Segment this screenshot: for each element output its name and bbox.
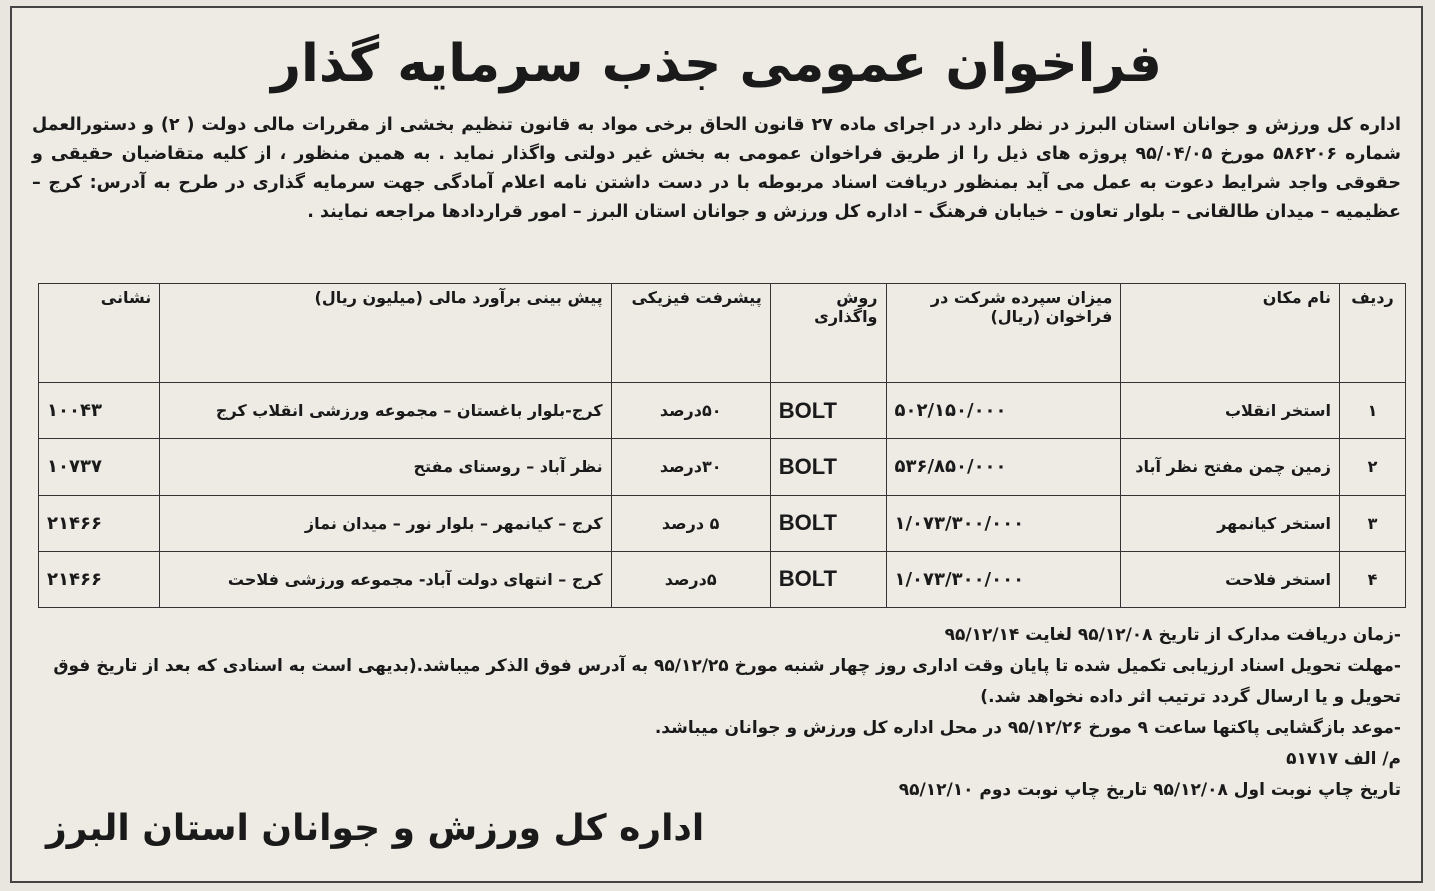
header-row-number: ردیف <box>1339 284 1405 383</box>
cell-progress: ۵درصد <box>611 551 770 607</box>
table-row <box>39 495 1406 551</box>
table-row <box>39 439 1406 495</box>
cell-place: استخر انقلاب <box>1121 383 1340 439</box>
cell-amount: ۱/۰۷۳/۳۰۰/۰۰۰ <box>886 495 1121 551</box>
cell-location: کرج-بلوار باغستان – مجموعه ورزشی انقلاب کرج <box>160 383 611 439</box>
cell-method: BOLT <box>770 495 886 551</box>
header-location: پیش بینی برآورد مالی (میلیون ریال) <box>160 284 611 383</box>
cell-amount: ۵۳۶/۸۵۰/۰۰۰ <box>886 439 1121 495</box>
header-amount: میزان سپرده شرکت در فراخوان (ریال) <box>886 284 1121 383</box>
cell-row-number: ۴ <box>1339 551 1405 607</box>
organization-signature: اداره کل ورزش و جوانان استان البرز <box>46 808 705 849</box>
table-row <box>39 383 1406 439</box>
announcement-title: فراخوان عمومی جذب سرمایه گذار <box>271 34 1162 94</box>
document-pickup-dates: -زمان دریافت مدارک از تاریخ ۹۵/۱۲/۰۸ لغایت ۹۵/۱۲/۱۴ <box>944 625 1401 645</box>
cell-code: ۲۱۴۶۶ <box>39 495 160 551</box>
cell-code: ۱۰۷۳۷ <box>39 439 160 495</box>
announcement-page <box>10 6 1423 883</box>
header-code: نشانی <box>39 284 160 383</box>
cell-place: زمین چمن مفتح نظر آباد <box>1121 439 1340 495</box>
header-place: نام مکان <box>1121 284 1340 383</box>
cell-row-number: ۱ <box>1339 383 1405 439</box>
cell-place: استخر کیانمهر <box>1121 495 1340 551</box>
cell-row-number: ۳ <box>1339 495 1405 551</box>
cell-progress: ۵۰درصد <box>611 383 770 439</box>
cell-progress: ۵ درصد <box>611 495 770 551</box>
cell-method: BOLT <box>770 551 886 607</box>
print-dates: تاریخ چاپ نوبت اول ۹۵/۱۲/۰۸ تاریخ چاپ نوبت دوم ۹۵/۱۲/۱۰ <box>898 780 1401 800</box>
cell-amount: ۱/۰۷۳/۳۰۰/۰۰۰ <box>886 551 1121 607</box>
projects-table <box>38 283 1406 608</box>
intro-paragraph: اداره کل ورزش و جوانان استان البرز در نظر دارد در اجرای ماده ۲۷ قانون الحاق برخی مواد به قانون تنظیم بخشی از مقررات مالی دولت ( ۲) و دستورالعمل شماره ۵۸۶۲۰۶ مورخ ۹۵/۰۴/۰۵ پروژه های ذیل را از طریق فراخوان عمومی به بخش غیر دولتی واگذار نماید . به همین منظور ، از کلیه متقاضیان حقیقی و حقوقی واجد شرایط دعوت به عمل می آید بمنظور دریافت اسناد مربوطه با در دست داشتن نامه اعلام آمادگی جهت سرمایه گذاری در طرح به آدرس: کرج – عظیمیه – میدان طالقانی – بلوار تعاون – خیابان فرهنگ – اداره کل ورزش و جوانان استان البرز – امور قراردادها مراجعه نمایند . <box>32 115 1401 222</box>
header-progress: پیشرفت فیزیکی <box>611 284 770 383</box>
table-row <box>39 551 1406 607</box>
cell-location: کرج – انتهای دولت آباد- مجموعه ورزشی فلاحت <box>160 551 611 607</box>
cell-place: استخر فلاحت <box>1121 551 1340 607</box>
opening-date: -موعد بازگشایی پاکتها ساعت ۹ مورخ ۹۵/۱۲/۲۶ در محل اداره کل ورزش و جوانان میباشد. <box>654 718 1401 738</box>
cell-row-number: ۲ <box>1339 439 1405 495</box>
cell-code: ۲۱۴۶۶ <box>39 551 160 607</box>
cell-code: ۱۰۰۴۳ <box>39 383 160 439</box>
cell-method: BOLT <box>770 439 886 495</box>
footer-notes <box>32 620 1401 806</box>
reference-number: م/ الف ۵۱۷۱۷ <box>1286 749 1401 769</box>
header-method: روش واگذاری <box>770 284 886 383</box>
cell-method: BOLT <box>770 383 886 439</box>
cell-location: نظر آباد – روستای مفتح <box>160 439 611 495</box>
cell-amount: ۵۰۲/۱۵۰/۰۰۰ <box>886 383 1121 439</box>
cell-progress: ۳۰درصد <box>611 439 770 495</box>
submission-deadline: -مهلت تحویل اسناد ارزیابی تکمیل شده تا پایان وقت اداری روز چهار شنبه مورخ ۹۵/۱۲/۲۵ به آدرس فوق الذکر میباشد.(بدیهی است به اسنادی که بعد از تاریخ فوق تحویل و یا ارسال گردد ترتیب اثر داده نخواهد شد.) <box>53 656 1401 707</box>
cell-location: کرج – کیانمهر – بلوار نور – میدان نماز <box>160 495 611 551</box>
table-header-row <box>39 284 1406 383</box>
